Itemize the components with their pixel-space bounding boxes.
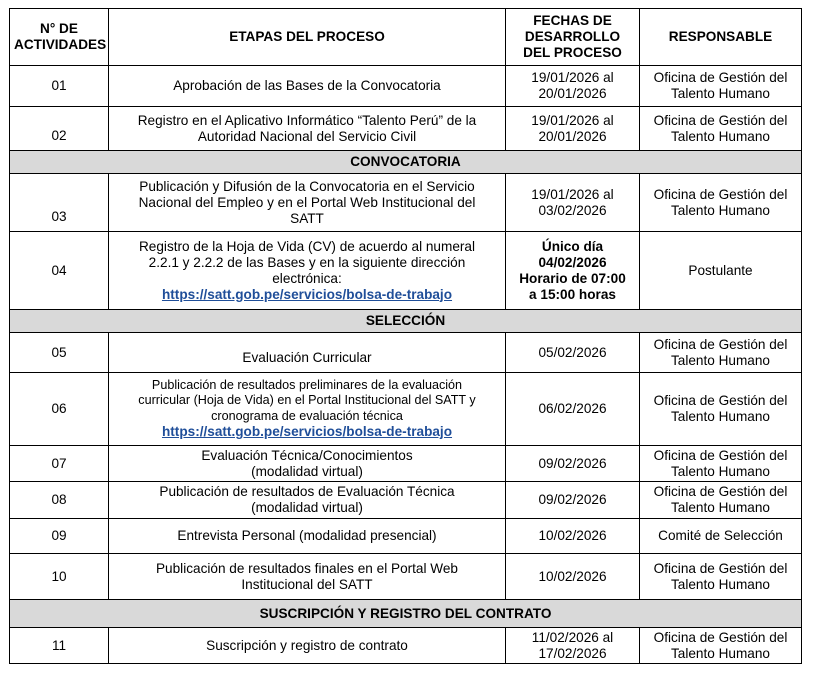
table-row bbox=[10, 232, 802, 310]
activity-responsible: Oficina de Gestión del Talento Humano bbox=[640, 446, 802, 482]
table-row bbox=[10, 628, 802, 664]
activity-responsible: Oficina de Gestión del Talento Humano bbox=[640, 107, 802, 151]
activity-stage: Registro en el Aplicativo Informático “Talento Perú” de la Autoridad Nacional del Servicio Civil bbox=[109, 107, 506, 151]
section-title: SUSCRIPCIÓN Y REGISTRO DEL CONTRATO bbox=[10, 600, 802, 628]
activity-number: 10 bbox=[10, 554, 109, 600]
table-row bbox=[10, 66, 802, 107]
activity-responsible: Oficina de Gestión del Talento Humano bbox=[640, 174, 802, 232]
activity-number: 04 bbox=[10, 232, 109, 310]
activity-number: 07 bbox=[10, 446, 109, 482]
activity-responsible: Oficina de Gestión del Talento Humano bbox=[640, 482, 802, 519]
activity-date: 09/02/2026 bbox=[506, 446, 640, 482]
table-row bbox=[10, 519, 802, 554]
activity-date: 19/01/2026 al 03/02/2026 bbox=[506, 174, 640, 232]
bolsa-de-trabajo-link[interactable]: https://satt.gob.pe/servicios/bolsa-de-trabajo bbox=[161, 424, 453, 440]
activity-date: 09/02/2026 bbox=[506, 482, 640, 519]
activity-date: Único día 04/02/2026 Horario de 07:00 a 15:00 horas bbox=[506, 232, 640, 310]
activity-responsible: Oficina de Gestión del Talento Humano bbox=[640, 554, 802, 600]
activity-stage: Aprobación de las Bases de la Convocatoria bbox=[109, 66, 506, 107]
bolsa-de-trabajo-link[interactable]: https://satt.gob.pe/servicios/bolsa-de-trabajo bbox=[161, 286, 453, 302]
table-row bbox=[10, 446, 802, 482]
section-row bbox=[10, 600, 802, 628]
section-row bbox=[10, 310, 802, 333]
activity-responsible: Oficina de Gestión del Talento Humano bbox=[640, 628, 802, 664]
activity-date: 10/02/2026 bbox=[506, 554, 640, 600]
activity-stage: Registro de la Hoja de Vida (CV) de acuerdo al numeral 2.2.1 y 2.2.2 de las Bases y en la siguiente dirección electrónica: https://satt.gob.pe/servicios/bolsa-de-trabajo bbox=[109, 232, 506, 310]
activity-date: 10/02/2026 bbox=[506, 519, 640, 554]
activity-stage: Publicación y Difusión de la Convocatoria en el Servicio Nacional del Empleo y en el Portal Web Institucional del SATT bbox=[109, 174, 506, 232]
activity-number: 06 bbox=[10, 373, 109, 446]
activity-responsible: Comité de Selección bbox=[640, 519, 802, 554]
activity-responsible: Oficina de Gestión del Talento Humano bbox=[640, 66, 802, 107]
activity-stage: Suscripción y registro de contrato bbox=[109, 628, 506, 664]
activity-number: 01 bbox=[10, 66, 109, 107]
activity-number: 11 bbox=[10, 628, 109, 664]
section-title: CONVOCATORIA bbox=[10, 151, 802, 174]
schedule-table bbox=[9, 8, 802, 664]
table-row bbox=[10, 174, 802, 232]
section-row bbox=[10, 151, 802, 174]
activity-date: 19/01/2026 al 20/01/2026 bbox=[506, 107, 640, 151]
header-dates: FECHAS DE DESARROLLO DEL PROCESO bbox=[506, 9, 640, 66]
activity-responsible: Oficina de Gestión del Talento Humano bbox=[640, 333, 802, 373]
activity-stage: Publicación de resultados preliminares de la evaluación curricular (Hoja de Vida) en el Portal Institucional del SATT y cronograma de evaluación técnica https://satt.gob.pe/servicios/bolsa-de-trabajo bbox=[109, 373, 506, 446]
table-row bbox=[10, 554, 802, 600]
activity-stage: Evaluación Técnica/Conocimientos (modalidad virtual) bbox=[109, 446, 506, 482]
activity-stage: Publicación de resultados de Evaluación Técnica (modalidad virtual) bbox=[109, 482, 506, 519]
activity-number: 09 bbox=[10, 519, 109, 554]
activity-number: 03 bbox=[10, 174, 109, 232]
activity-number: 08 bbox=[10, 482, 109, 519]
table-row bbox=[10, 333, 802, 373]
activity-responsible: Oficina de Gestión del Talento Humano bbox=[640, 373, 802, 446]
activity-stage: Entrevista Personal (modalidad presencial) bbox=[109, 519, 506, 554]
activity-stage: Publicación de resultados finales en el Portal Web Institucional del SATT bbox=[109, 554, 506, 600]
header-responsible: RESPONSABLE bbox=[640, 9, 802, 66]
activity-stage: Evaluación Curricular bbox=[109, 333, 506, 373]
table-row bbox=[10, 373, 802, 446]
section-title: SELECCIÓN bbox=[10, 310, 802, 333]
activity-number: 05 bbox=[10, 333, 109, 373]
activity-number: 02 bbox=[10, 107, 109, 151]
activity-date: 05/02/2026 bbox=[506, 333, 640, 373]
header-stages: ETAPAS DEL PROCESO bbox=[109, 9, 506, 66]
activity-date: 06/02/2026 bbox=[506, 373, 640, 446]
activity-responsible: Postulante bbox=[640, 232, 802, 310]
header-num: N° DE ACTIVIDADES bbox=[10, 9, 109, 66]
header-row bbox=[10, 9, 802, 66]
table-row bbox=[10, 482, 802, 519]
activity-date: 19/01/2026 al 20/01/2026 bbox=[506, 66, 640, 107]
activity-date: 11/02/2026 al 17/02/2026 bbox=[506, 628, 640, 664]
table-row bbox=[10, 107, 802, 151]
